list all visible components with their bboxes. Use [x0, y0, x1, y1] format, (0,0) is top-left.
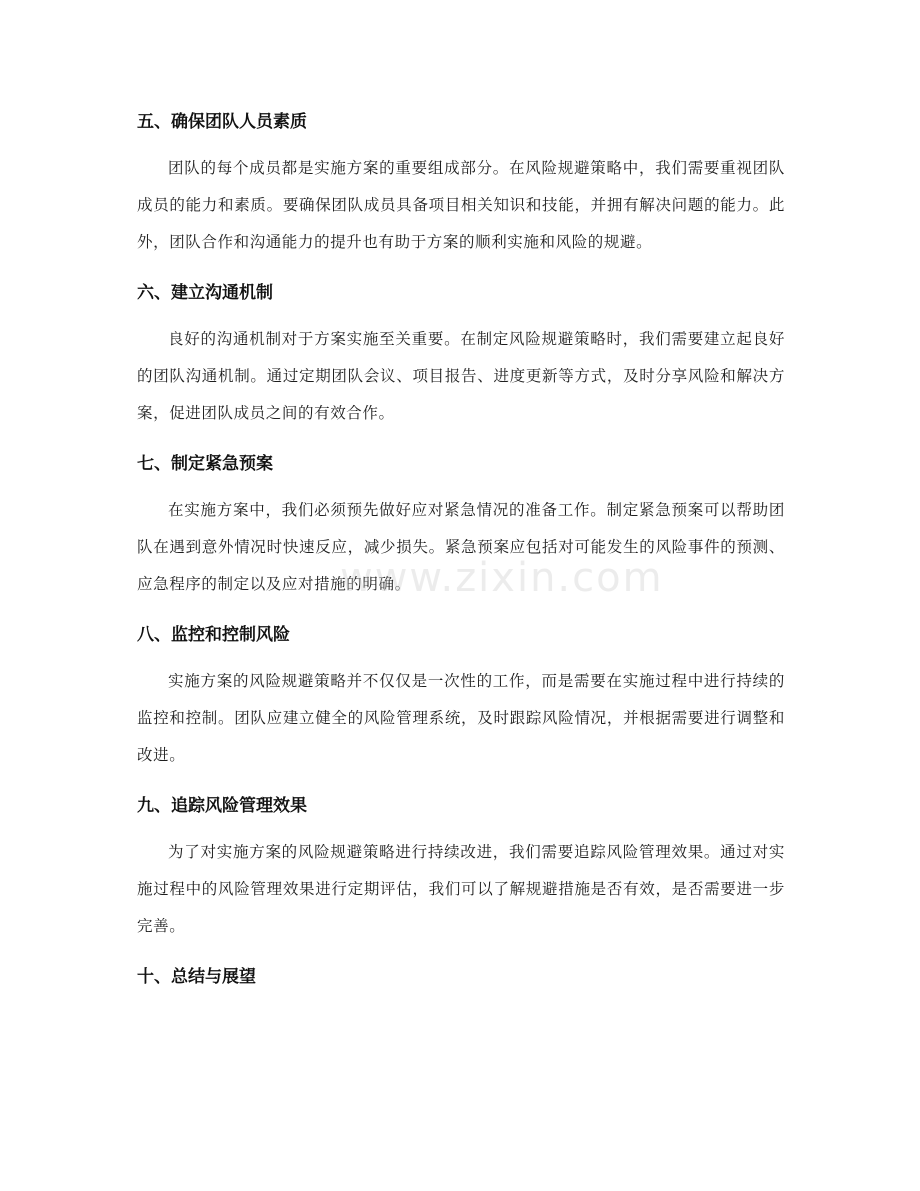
section-paragraph: 团队的每个成员都是实施方案的重要组成部分。在风险规避策略中，我们需要重视团队成员的能力和素质。要确保团队成员具备项目相关知识和技能，并拥有解决问题的能力。此外，团队合作和沟通能力的提升也有助于方案的顺利实施和风险的规避。	[137, 159, 785, 251]
section-paragraph: 实施方案的风险规避策略并不仅仅是一次性的工作，而是需要在实施过程中进行持续的监控和控制。团队应建立健全的风险管理系统，及时跟踪风险情况，并根据需要进行调整和改进。	[137, 672, 785, 764]
document-page	[137, 102, 785, 1005]
section-6	[137, 273, 785, 432]
section-heading: 五、确保团队人员素质	[137, 112, 307, 132]
section-heading: 八、监控和控制风险	[137, 625, 290, 645]
section-paragraph: 为了对实施方案的风险规避策略进行持续改进，我们需要追踪风险管理效果。通过对实施过程中的风险管理效果进行定期评估，我们可以了解规避措施是否有效，是否需要进一步完善。	[137, 843, 785, 935]
section-8	[137, 615, 785, 774]
section-heading: 六、建立沟通机制	[137, 283, 273, 303]
section-10	[137, 957, 785, 997]
section-heading: 十、总结与展望	[137, 967, 256, 987]
watermark: www.zixin.com	[340, 555, 664, 601]
section-paragraph: 在实施方案中，我们必须预先做好应对紧急情况的准备工作。制定紧急预案可以帮助团队在遇到意外情况时快速反应，减少损失。紧急预案应包括对可能发生的风险事件的预测、应急程序的制定以及应对措施的明确。	[137, 501, 785, 593]
section-heading: 九、追踪风险管理效果	[137, 796, 307, 816]
section-9	[137, 786, 785, 945]
section-paragraph: 良好的沟通机制对于方案实施至关重要。在制定风险规避策略时，我们需要建立起良好的团队沟通机制。通过定期团队会议、项目报告、进度更新等方式，及时分享风险和解决方案，促进团队成员之间的有效合作。	[137, 330, 785, 422]
section-heading: 七、制定紧急预案	[137, 454, 273, 474]
section-7	[137, 444, 785, 603]
section-5	[137, 102, 785, 261]
